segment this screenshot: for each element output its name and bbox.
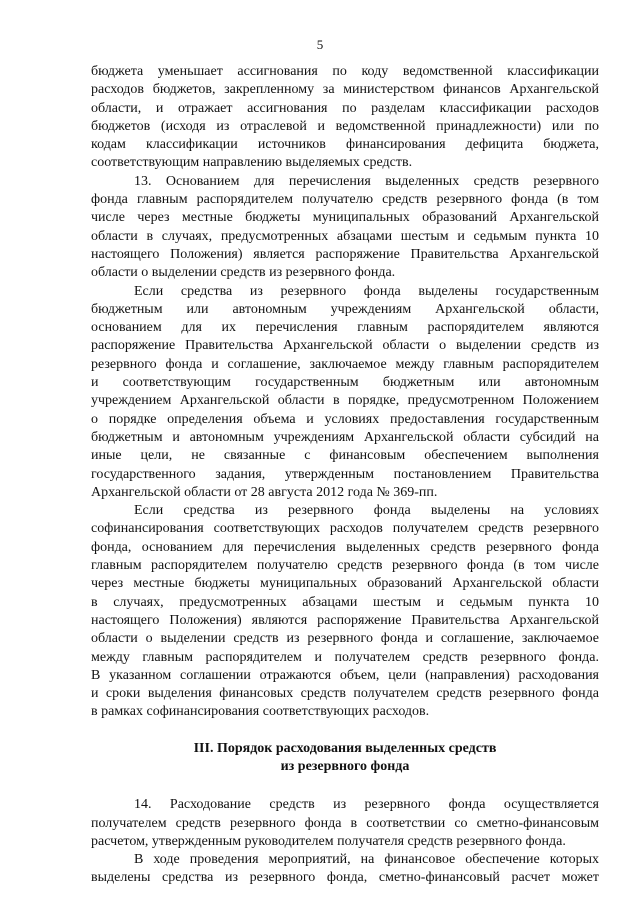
paragraph-line: кодам классификации источников финансирования дефицита бюджета, [91, 137, 599, 153]
paragraphs-before-section [91, 63, 599, 722]
paragraph-line: распоряжение Правительства Архангельской области о выделении средств из [91, 338, 599, 354]
paragraph-line: Если средства из резервного фонда выделены государственным [134, 283, 599, 299]
paragraph-line: и сроки выделения финансовых средств получателем средств резервного фонда [91, 686, 599, 702]
paragraph-line: настоящего Положения) являются распоряжение Правительства Архангельской [91, 612, 599, 628]
paragraph-line: Архангельской области от 28 августа 2012 года № 369-пп. [91, 484, 438, 500]
paragraph-line: расчетом, утвержденным руководителем получателя средств резервного фонда. [91, 833, 566, 849]
document-body [91, 63, 599, 888]
paragraph-line: в случаях, предусмотренных абзацами шестым и седьмым пункта 10 [91, 594, 599, 610]
paragraph-line: иные цели, не связанные с финансовым обеспечением выполнения [91, 448, 599, 464]
paragraph [91, 63, 599, 173]
paragraph-line: Если средства из резервного фонда выделены на условиях [134, 503, 599, 519]
section-heading-line-2: из резервного фонда [280, 758, 410, 774]
section-heading [91, 722, 599, 797]
paragraph-line: государственного задания, утвержденным постановлением Правительства [91, 466, 599, 482]
paragraph-line: основанием для их перечисления главным распорядителем являются [91, 320, 599, 336]
paragraph-line: области о выделении средств из резервного фонда и соглашение, заключаемое [91, 631, 599, 647]
paragraph-line: настоящего Положения) является распоряжение Правительства Архангельской [91, 246, 599, 262]
paragraph-line: о порядке определения объема и условиях предоставления государственным [91, 411, 599, 427]
paragraph-line: В ходе проведения мероприятий, на финансовое обеспечение которых [134, 852, 599, 868]
paragraph [91, 173, 599, 283]
paragraph-line: 13. Основанием для перечисления выделенных средств резервного [134, 173, 599, 189]
paragraph-line: учреждением Архангельской области в порядке, предусмотренном Положением [91, 393, 599, 409]
paragraph-line: области, и отражает ассигнования по разделам классификации расходов [91, 100, 599, 116]
paragraph-line: области в случаях, предусмотренных абзацами шестым и седьмым пункта 10 [91, 228, 599, 244]
paragraph-line: области о выделении средств из резервного фонда. [91, 265, 396, 281]
paragraph-line: между главным распорядителем и получателем средств резервного фонда. [91, 649, 599, 665]
paragraph [91, 283, 599, 503]
paragraph [91, 796, 599, 851]
paragraph-line: бюджетов (исходя из отраслевой и ведомственной принадлежности) или по [91, 118, 599, 134]
paragraph [91, 502, 599, 722]
paragraph-line: фонда главным распорядителем получателю средств резервного фонда (в том [91, 192, 599, 208]
paragraph-line: получателем средств резервного фонда в соответствии со сметно-финансовым [91, 815, 599, 831]
paragraph-line: бюджета уменьшает ассигнования по коду ведомственной классификации [91, 64, 599, 79]
section-heading-line-1: III. Порядок расходования выделенных средств [193, 740, 497, 756]
paragraph-line: главным распорядителем получателю средств резервного фонда (в том числе [91, 558, 599, 574]
paragraphs-after-section [91, 796, 599, 887]
paragraph-line: софинансирования соответствующих расходов получателем средств резервного [91, 521, 599, 537]
paragraph-line: соответствующим направлению выделяемых средств. [91, 155, 413, 171]
paragraph-line: через местные бюджеты муниципальных образований Архангельской области [91, 576, 599, 592]
paragraph-line: в рамках софинансирования соответствующих расходов. [91, 704, 430, 720]
paragraph-line: бюджетным или автономным учреждениям Архангельской области, [91, 301, 599, 317]
paragraph-line: выделены средства из резервного фонда, сметно-финансовый расчет может [91, 870, 599, 886]
paragraph-line: и соответствующим государственным бюджетным или автономным [91, 375, 599, 391]
paragraph [91, 851, 599, 888]
paragraph-line: расходов бюджетов, закрепленному за министерством финансов Архангельской [91, 82, 599, 98]
paragraph-line: числе через местные бюджеты муниципальных образований Архангельской [91, 210, 599, 226]
paragraph-line: резервного фонда и соглашение, заключаемое между главным распорядителем [91, 356, 599, 372]
paragraph-line: фонда, основанием для перечисления выделенных средств резервного фонда [91, 539, 599, 555]
paragraph-line: бюджетным и автономным учреждениям Архангельской области субсидий на [91, 429, 599, 445]
page-number: 5 [316, 37, 324, 52]
paragraph-line: 14. Расходование средств из резервного фонда осуществляется [134, 797, 599, 813]
paragraph-line: В указанном соглашении отражаются объем, цели (направления) расходования [91, 667, 599, 683]
